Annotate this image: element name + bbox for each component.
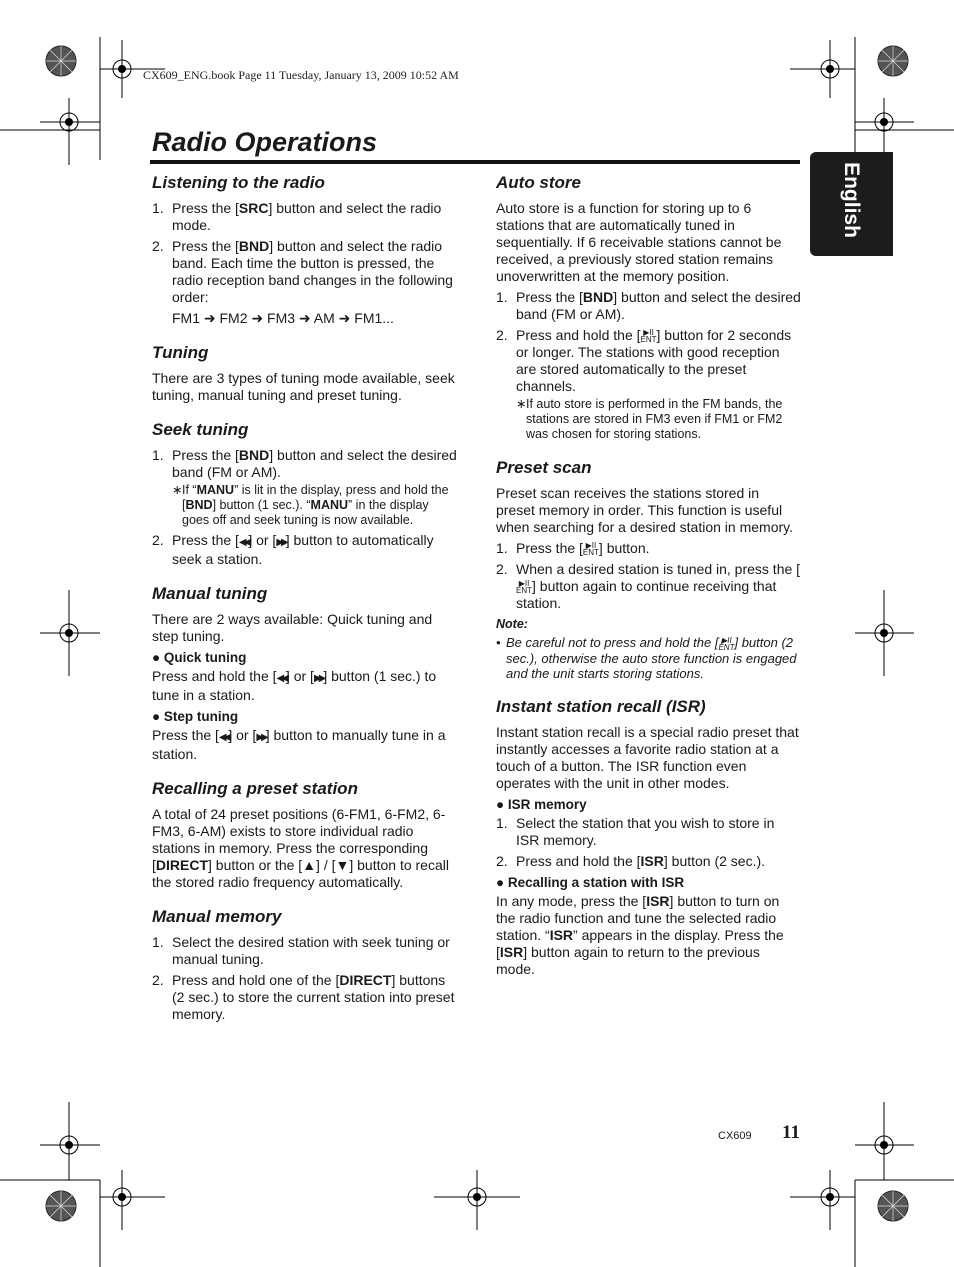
text: ] button. (598, 540, 650, 556)
text: ] buttons (2 sec.) to store the current station into preset memory. (172, 972, 455, 1022)
ent-top: ▶II (585, 541, 597, 551)
text: ” in the display goes off and seek tuning is now available. (182, 498, 429, 527)
step-item (152, 934, 457, 968)
key-label: BND (238, 447, 270, 463)
next-icon: ▶▶ (313, 673, 324, 684)
section-manual-tuning (152, 584, 457, 763)
display-label: MANU (310, 498, 349, 512)
paragraph: There are 2 ways available: Quick tuning and step tuning. (152, 611, 433, 644)
step-number: 1. (152, 200, 164, 216)
text: Select the desired station with seek tuning or manual tuning. (172, 934, 450, 967)
step-item (496, 853, 801, 870)
play-pause-ent-icon (718, 637, 734, 651)
text: Be careful not to press and hold the [ (506, 635, 719, 650)
text: Press the [ (172, 238, 239, 254)
step-item (152, 200, 457, 234)
footer-model: CX609 (718, 1130, 752, 1142)
step-item (496, 289, 801, 323)
title-rule (150, 160, 800, 164)
step-item (496, 815, 801, 849)
paragraph: Preset scan receives the stations stored in preset memory in order. This function is useful when searching for a desired station in memory. (496, 485, 793, 535)
section-heading: Instant station recall (ISR) (496, 696, 706, 716)
text: Press and hold the [ (516, 327, 641, 343)
key-label: ISR (646, 892, 670, 909)
text: ] button (2 sec.), otherwise the auto store function is engaged and the unit starts storing stations. (506, 635, 797, 681)
section-heading: Seek tuning (152, 420, 249, 439)
text: Select the station that you wish to store in ISR memory. (516, 814, 775, 848)
display-label: MANU (196, 483, 235, 497)
text: Press the [ (152, 727, 219, 743)
text: Press the [ (516, 540, 583, 556)
text: ” is lit in the display, press and hold the [ (182, 483, 449, 512)
paragraph (152, 727, 457, 763)
text: ] button again to continue receiving that station. (516, 578, 777, 611)
section-heading: Recalling a preset station (152, 779, 358, 798)
left-column (152, 173, 457, 1039)
paragraph (152, 806, 457, 891)
text: ] or [ (248, 532, 277, 548)
ent-top: ▶II (643, 328, 654, 338)
subheading: ● Step tuning (152, 709, 239, 724)
note-text (496, 635, 801, 681)
text: ] button and select the radio mode. (172, 200, 442, 233)
key-label: ISR (499, 943, 524, 960)
text: Press and hold the [ (516, 852, 641, 869)
section-heading: Manual memory (152, 907, 282, 926)
text: ] button to recall the stored radio frequency automatically. (152, 857, 449, 890)
text: ] or [ (228, 727, 257, 743)
sub-note (152, 483, 457, 528)
text: When a desired station is tuned in, press the [ (516, 561, 801, 577)
section-auto-store (496, 173, 801, 442)
next-icon: ▶▶ (276, 537, 286, 548)
step-item (152, 532, 457, 568)
key-label: DIRECT (155, 857, 209, 873)
text: In any mode, press the [ (496, 892, 647, 909)
up-arrow-icon: ▲ (302, 857, 317, 873)
text: A total of 24 preset positions (6-FM1, 6-FM2, 6-FM3, 6-AM) exists to store individual radio stations in memory. Press the corresponding [ (152, 806, 446, 873)
key-label: ISR (640, 852, 664, 869)
step-number: 1. (496, 289, 508, 305)
paragraph (152, 668, 457, 704)
ent-bottom: ENT (718, 642, 735, 652)
right-column (496, 173, 801, 994)
text: ] button and select the desired band (FM or AM). (172, 447, 457, 480)
subheading: ● Quick tuning (152, 650, 247, 665)
previous-icon: ◀◀ (218, 732, 229, 743)
page-number: 11 (782, 1122, 800, 1143)
play-pause-ent-icon (516, 580, 532, 594)
section-heading: Manual tuning (152, 584, 268, 603)
text: ] or [ (285, 668, 314, 684)
bullet: • (496, 635, 501, 650)
step-number: 2. (152, 238, 164, 254)
step-item (496, 327, 801, 442)
previous-icon: ◀◀ (276, 673, 286, 684)
asterisk: ∗ (172, 483, 183, 497)
text: Press and hold the [ (152, 668, 277, 684)
previous-icon: ◀◀ (238, 537, 249, 548)
ent-bottom: ENT (516, 586, 532, 596)
section-isr (496, 697, 801, 978)
step-number: 2. (496, 561, 508, 577)
paragraph: Instant station recall is a special radio preset that instantly accesses a favorite radio station at a touch of a button. The ISR function even operates with the unit in other modes. (496, 723, 799, 791)
section-manual-memory (152, 907, 457, 1023)
text: Press and hold one of the [ (172, 972, 340, 988)
text: ] button and select the radio band. Each time the button is pressed, the radio reception band changes in the following order: (172, 238, 453, 305)
down-arrow-icon: ▼ (335, 857, 350, 873)
step-number: 2. (496, 852, 508, 869)
ent-bottom: ENT (582, 548, 599, 558)
step-number: 1. (496, 814, 508, 831)
key-label: DIRECT (339, 972, 392, 988)
ent-top: ▶II (518, 579, 530, 589)
play-pause-ent-icon (641, 329, 657, 343)
section-heading: Auto store (496, 173, 581, 192)
language-tab (810, 152, 893, 256)
text: ] button or the [ (208, 857, 303, 873)
paragraph: Auto store is a function for storing up to 6 stations that are automatically tuned in sequentially. If 6 receivable stations cannot be received, a previously stored station remains unoverwritten at the memory position. (496, 200, 782, 284)
text: ] button for 2 seconds or longer. The stations with good reception are stored automatically to the preset channels. (516, 327, 792, 394)
text: Press the [ (516, 289, 583, 305)
subheading: ● ISR memory (496, 796, 587, 812)
step-number: 2. (152, 972, 164, 988)
section-listening (152, 173, 457, 327)
play-pause-ent-icon (583, 542, 599, 556)
asterisk: ∗ (516, 397, 527, 411)
print-header: CX609_ENG.book Page 11 Tuesday, January 13, 2009 10:52 AM (143, 68, 459, 82)
ent-top: ▶II (721, 635, 732, 645)
section-preset-scan (496, 458, 801, 681)
step-number: 1. (152, 934, 164, 950)
text: Press the [ (172, 532, 239, 548)
text: ] button (1 sec.) to tune in a station. (152, 668, 437, 703)
text: Press the [ (172, 200, 239, 216)
paragraph: There are 3 types of tuning mode available, seek tuning, manual tuning and preset tuning. (152, 370, 455, 403)
section-heading: Preset scan (496, 458, 592, 477)
step-item (496, 540, 801, 557)
text: ] button again to return to the previous mode. (496, 943, 760, 977)
key-label: BND (238, 238, 270, 254)
next-icon: ▶▶ (256, 732, 266, 743)
ent-bottom: ENT (640, 335, 657, 345)
section-tuning (152, 343, 457, 404)
section-seek-tuning (152, 420, 457, 568)
section-heading: Tuning (152, 343, 209, 362)
step-item (152, 238, 457, 327)
section-recall-preset (152, 779, 457, 891)
band-order: FM1 ➜ FM2 ➜ FM3 ➜ AM ➜ FM1... (172, 310, 394, 326)
text: ” appears in the display. Press the [ (496, 926, 784, 960)
key-label: BND (185, 498, 213, 512)
step-item (152, 972, 457, 1023)
page-title: Radio Operations (152, 127, 378, 157)
step-number: 2. (152, 532, 164, 548)
text: ] button to automatically seek a station. (172, 532, 434, 567)
step-number: 2. (496, 327, 508, 343)
key-label: BND (582, 289, 614, 305)
step-number: 1. (152, 447, 164, 463)
text: ] button to manually tune in a station. (152, 727, 446, 762)
section-heading: Listening to the radio (152, 173, 325, 192)
text: ] / [ (316, 857, 336, 873)
text: ] button and select the desired band (FM or AM). (516, 289, 801, 322)
step-item (152, 447, 457, 528)
sub-note (496, 397, 801, 442)
text: If “ (182, 483, 197, 497)
text: ] button (1 sec.). “ (212, 498, 311, 512)
paragraph (496, 893, 801, 978)
text: Press the [ (172, 447, 239, 463)
key-label: SRC (238, 200, 269, 216)
text: ] button to turn on the radio function and tune the selected radio station. “ (496, 892, 780, 943)
step-number: 1. (496, 540, 508, 556)
subheading: ● Recalling a station with ISR (496, 874, 685, 890)
text: If auto store is performed in the FM bands, the stations are stored in FM3 even if FM1 or FM2 was chosen for storing stations. (526, 397, 783, 441)
display-label: ISR (549, 926, 574, 943)
step-item (496, 561, 801, 612)
note-heading: Note: (496, 617, 528, 631)
language-tab-label: English (840, 162, 863, 238)
text: ] button (2 sec.). (663, 852, 766, 869)
